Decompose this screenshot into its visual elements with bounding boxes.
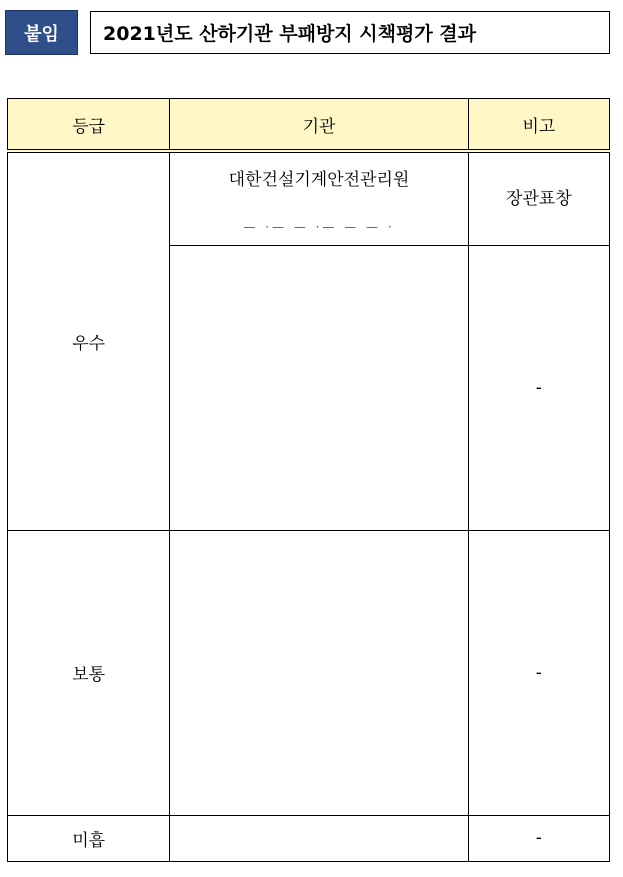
attachment-badge <box>5 10 78 55</box>
remarks-cell <box>468 151 609 245</box>
attachment-badge-label: 붙임 <box>24 23 59 45</box>
table-row <box>8 815 610 861</box>
header-grade: 등급 <box>8 99 170 152</box>
grade-cell-poor <box>8 815 170 861</box>
header-remarks: 비고 <box>468 99 609 152</box>
table-row <box>8 530 610 815</box>
grade-cell-normal <box>8 530 170 815</box>
remarks-cell <box>468 530 609 815</box>
organization-cell <box>170 815 468 861</box>
grade-label: 우수 <box>72 333 106 354</box>
document-title-text: 2021년도 산하기관 부패방지 시책평가 결과 <box>103 23 477 45</box>
organization-faint-text: — ·— — ·— — — · <box>243 220 395 234</box>
remarks-text: - <box>535 828 542 848</box>
remarks-cell <box>468 245 609 530</box>
table-header-row <box>8 99 610 152</box>
remarks-cell <box>468 815 609 861</box>
organization-cell <box>170 245 468 530</box>
remarks-text: - <box>535 662 542 683</box>
organization-cell <box>170 151 468 245</box>
table-row <box>8 151 610 245</box>
document-title <box>90 11 610 54</box>
remarks-text: 장관표창 <box>506 189 572 210</box>
organization-cell <box>170 530 468 815</box>
grade-label: 보통 <box>72 665 106 685</box>
evaluation-result-table <box>7 98 610 862</box>
header-organization: 기관 <box>170 99 468 152</box>
remarks-text: - <box>535 377 542 398</box>
organization-name: 대한건설기계안전관리원 <box>228 170 410 190</box>
grade-cell-excellent <box>8 151 170 530</box>
grade-label: 미흡 <box>72 830 106 851</box>
